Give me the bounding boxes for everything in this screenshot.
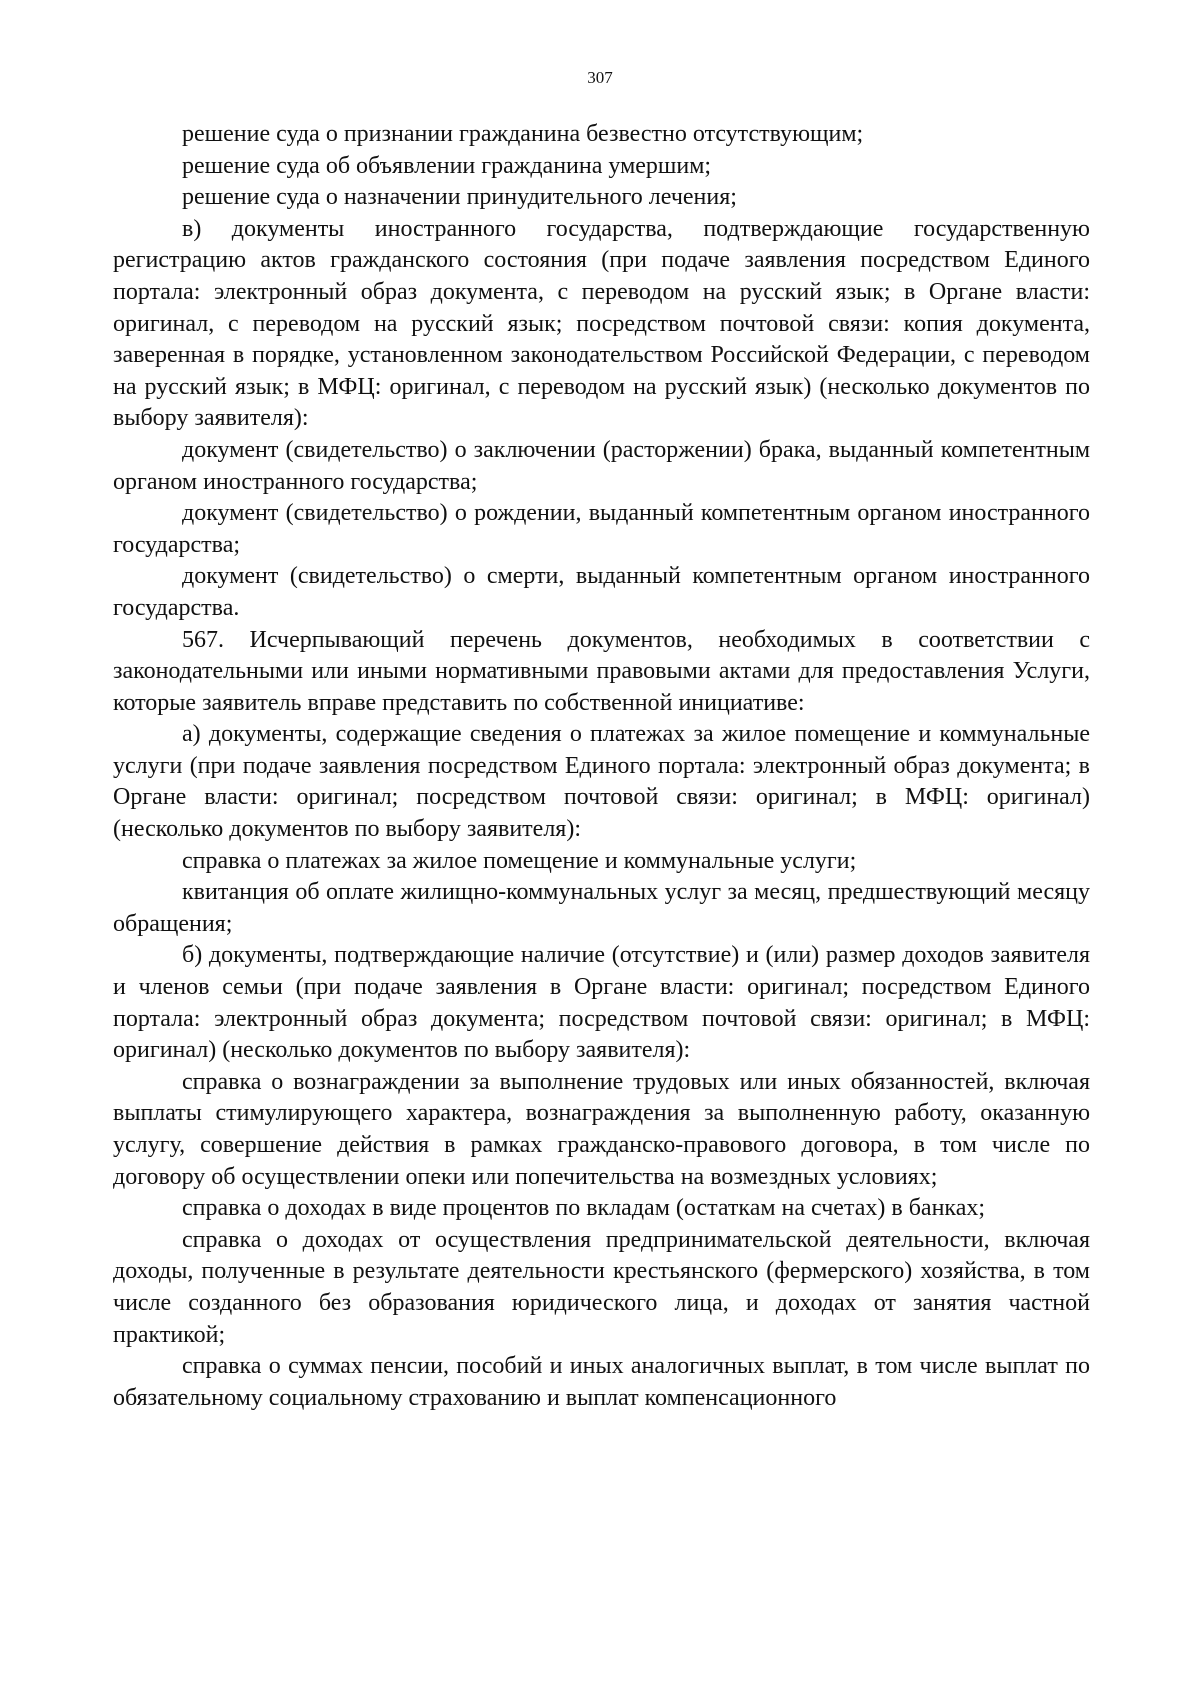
paragraph-foreign-death: документ (свидетельство) о смерти, выданный компетентным органом иностранного государства. [113,563,1090,621]
paragraph-court-deceased: решение суда об объявлении гражданина умершим; [182,152,712,179]
paragraph-deposit-interest: справка о доходах в виде процентов по вкладам (остаткам на счетах) в банках; [182,1195,986,1222]
paragraph-payments-certificate: справка о платежах за жилое помещение и коммунальные услуги; [182,847,857,874]
page-number: 307 [587,68,613,87]
paragraph-item-567: 567. Исчерпывающий перечень документов, необходимых в соответствии с законодательными или иными нормативными правовыми актами для предоставления Услуги, которые заявитель вправе представить по собственной инициативе: [113,626,1090,716]
paragraph-pension-benefits: справка о суммах пенсии, пособий и иных аналогичных выплат, в том числе выплат по обязательному социальному страхованию и выплат компенсационного [113,1353,1090,1411]
paragraph-court-treatment: решение суда о назначении принудительного лечения; [182,184,737,211]
paragraph-payments-documents: а) документы, содержащие сведения о платежах за жилое помещение и коммунальные услуги (при подаче заявления посредством Единого портала: электронный образ документа; в Органе власти: оригинал; посредством почтовой связи: оригинал; в МФЦ: оригинал) (несколько документов по выбору заявителя): [113,721,1090,843]
document-body [113,119,1090,1414]
paragraph-remuneration-certificate: справка о вознаграждении за выполнение трудовых или иных обязанностей, включая выплаты стимулирующего характера, вознаграждения за выполненную работу, оказанную услугу, совершение действия в рамках гражданско-правового договора, в том числе по договору об осуществлении опеки или попечительства на возмездных условиях; [113,1068,1090,1190]
paragraph-utility-receipt: квитанция об оплате жилищно-коммунальных услуг за месяц, предшествующий месяцу обращения; [113,879,1090,937]
paragraph-business-income: справка о доходах от осуществления предпринимательской деятельности, включая доходы, полученные в результате деятельности крестьянского (фермерского) хозяйства, в том числе созданного без образования юридического лица, и доходах от занятия частной практикой; [113,1226,1090,1348]
paragraph-income-documents: б) документы, подтверждающие наличие (отсутствие) и (или) размер доходов заявителя и членов семьи (при подаче заявления в Органе власти: оригинал; посредством Единого портала: электронный образ документа; посредством почтовой связи: оригинал; в МФЦ: оригинал) (несколько документов по выбору заявителя): [113,942,1090,1064]
paragraph-foreign-marriage: документ (свидетельство) о заключении (расторжении) брака, выданный компетентным органом иностранного государства; [113,436,1090,495]
paragraph-court-missing: решение суда о признании гражданина безвестно отсутствующим; [182,121,864,147]
paragraph-foreign-documents: в) документы иностранного государства, подтверждающие государственную регистрацию актов гражданского состояния (при подаче заявления посредством Единого портала: электронный образ документа, с переводом на русский язык; в Органе власти: оригинал, с переводом на русский язык; посредством почтовой связи: копия документа, заверенная в порядке, установленном законодательством Российской Федерации, с переводом на русский язык; в МФЦ: оригинал, с переводом на русский язык) (несколько документов по выбору заявителя): [113,215,1090,432]
paragraph-foreign-birth: документ (свидетельство) о рождении, выданный компетентным органом иностранного государства; [113,500,1090,558]
